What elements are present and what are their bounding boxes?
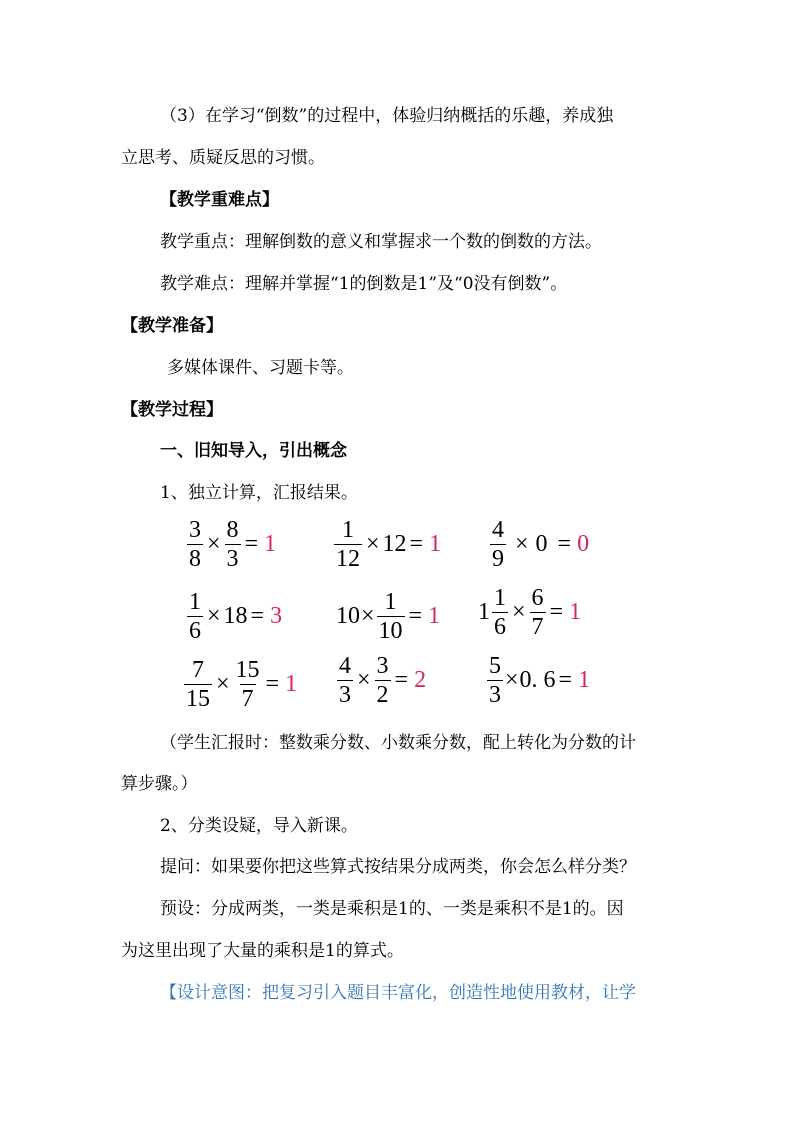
note-line1: （学生汇报时：整数乘分数、小数乘分数，配上转化为分数的计	[160, 733, 636, 753]
equation-result: 1	[428, 602, 441, 629]
equation-result: 0	[577, 530, 590, 557]
fraction: $\frac{1}{10}$	[378, 588, 403, 644]
design-intent: 【设计意图：把复习引入题目丰富化，创造性地使用教材，让学	[160, 983, 636, 1003]
note-line2: 算步骤。）	[121, 774, 198, 794]
fraction: $\frac{7}{15}$	[186, 656, 210, 712]
equation-8: $\frac{4}{3}$ × $\frac{3}{2}$ = 2	[339, 652, 427, 708]
equation-result: 1	[578, 666, 591, 693]
fraction: $\frac{3}{2}$	[376, 652, 389, 708]
fraction: $\frac{5}{3}$	[489, 652, 501, 708]
preparation-text: 多媒体课件、习题卡等。	[167, 358, 354, 378]
equation-result: 1	[285, 670, 298, 697]
fraction: $\frac{4}{3}$	[339, 652, 351, 708]
objective-3-line2: 立思考、质疑反思的习惯。	[121, 148, 325, 168]
equation-result: 1	[569, 598, 582, 625]
difficult-point: 教学难点：理解并掌握“1的倒数是1”及“0没有倒数”。	[160, 274, 568, 294]
equation-4: $\frac{1}{6}$ × 18 = 3	[189, 588, 283, 644]
heading-preparation: 【教学准备】	[121, 316, 223, 336]
equation-result: 2	[414, 666, 427, 693]
fraction: $\frac{4}{9}$	[492, 516, 504, 572]
preset-line2: 为这里出现了大量的乘积是1的算式。	[121, 941, 404, 961]
fraction: $\frac{1}{6}$	[189, 588, 201, 644]
equation-5: 10 × $\frac{1}{10}$ = 1	[336, 588, 441, 644]
equation-result: 1	[429, 530, 442, 557]
equation-7: $\frac{7}{15}$ × $\frac{15}{7}$ = 1	[186, 656, 298, 712]
fraction: $\frac{1}{6}$	[494, 584, 506, 640]
objective-3-line1: （3）在学习“倒数”的过程中，体验归纳概括的乐趣，养成独	[160, 106, 614, 126]
fraction: $\frac{1}{12}$	[336, 516, 360, 572]
equation-result: 3	[270, 602, 283, 629]
fraction: $\frac{15}{7}$	[235, 656, 260, 712]
section-1-title: 一、旧知导入，引出概念	[160, 441, 347, 461]
question-text: 提问：如果要你把这些算式按结果分成两类，你会怎么样分类？	[160, 857, 636, 877]
equation-2: $\frac{1}{12}$ × 12 = 1	[336, 516, 442, 572]
key-point: 教学重点：理解倒数的意义和掌握求一个数的倒数的方法。	[160, 232, 602, 252]
step-2: 2、分类设疑，导入新课。	[160, 816, 358, 836]
equation-6: 1 $\frac{1}{6}$ × $\frac{6}{7}$ = 1	[478, 584, 582, 640]
heading-process: 【教学过程】	[121, 400, 223, 420]
preset-line1: 预设：分成两类，一类是乘积是1的、一类是乘积不是1的。因	[160, 899, 624, 919]
fraction: $\frac{8}{3}$	[226, 516, 239, 572]
fraction: $\frac{3}{8}$	[189, 516, 201, 572]
step-1: 1、独立计算，汇报结果。	[160, 483, 358, 503]
equation-result: 1	[264, 530, 277, 557]
equation-9: $\frac{5}{3}$ × 0. 6 = 1	[489, 652, 591, 708]
equation-1: $\frac{3}{8}$ × $\frac{8}{3}$ = 1	[189, 516, 277, 572]
fraction: $\frac{6}{7}$	[531, 584, 544, 640]
heading-key-difficult-points: 【教学重难点】	[160, 190, 279, 210]
equation-3: $\frac{4}{9}$ × 0 = 0	[492, 516, 590, 572]
